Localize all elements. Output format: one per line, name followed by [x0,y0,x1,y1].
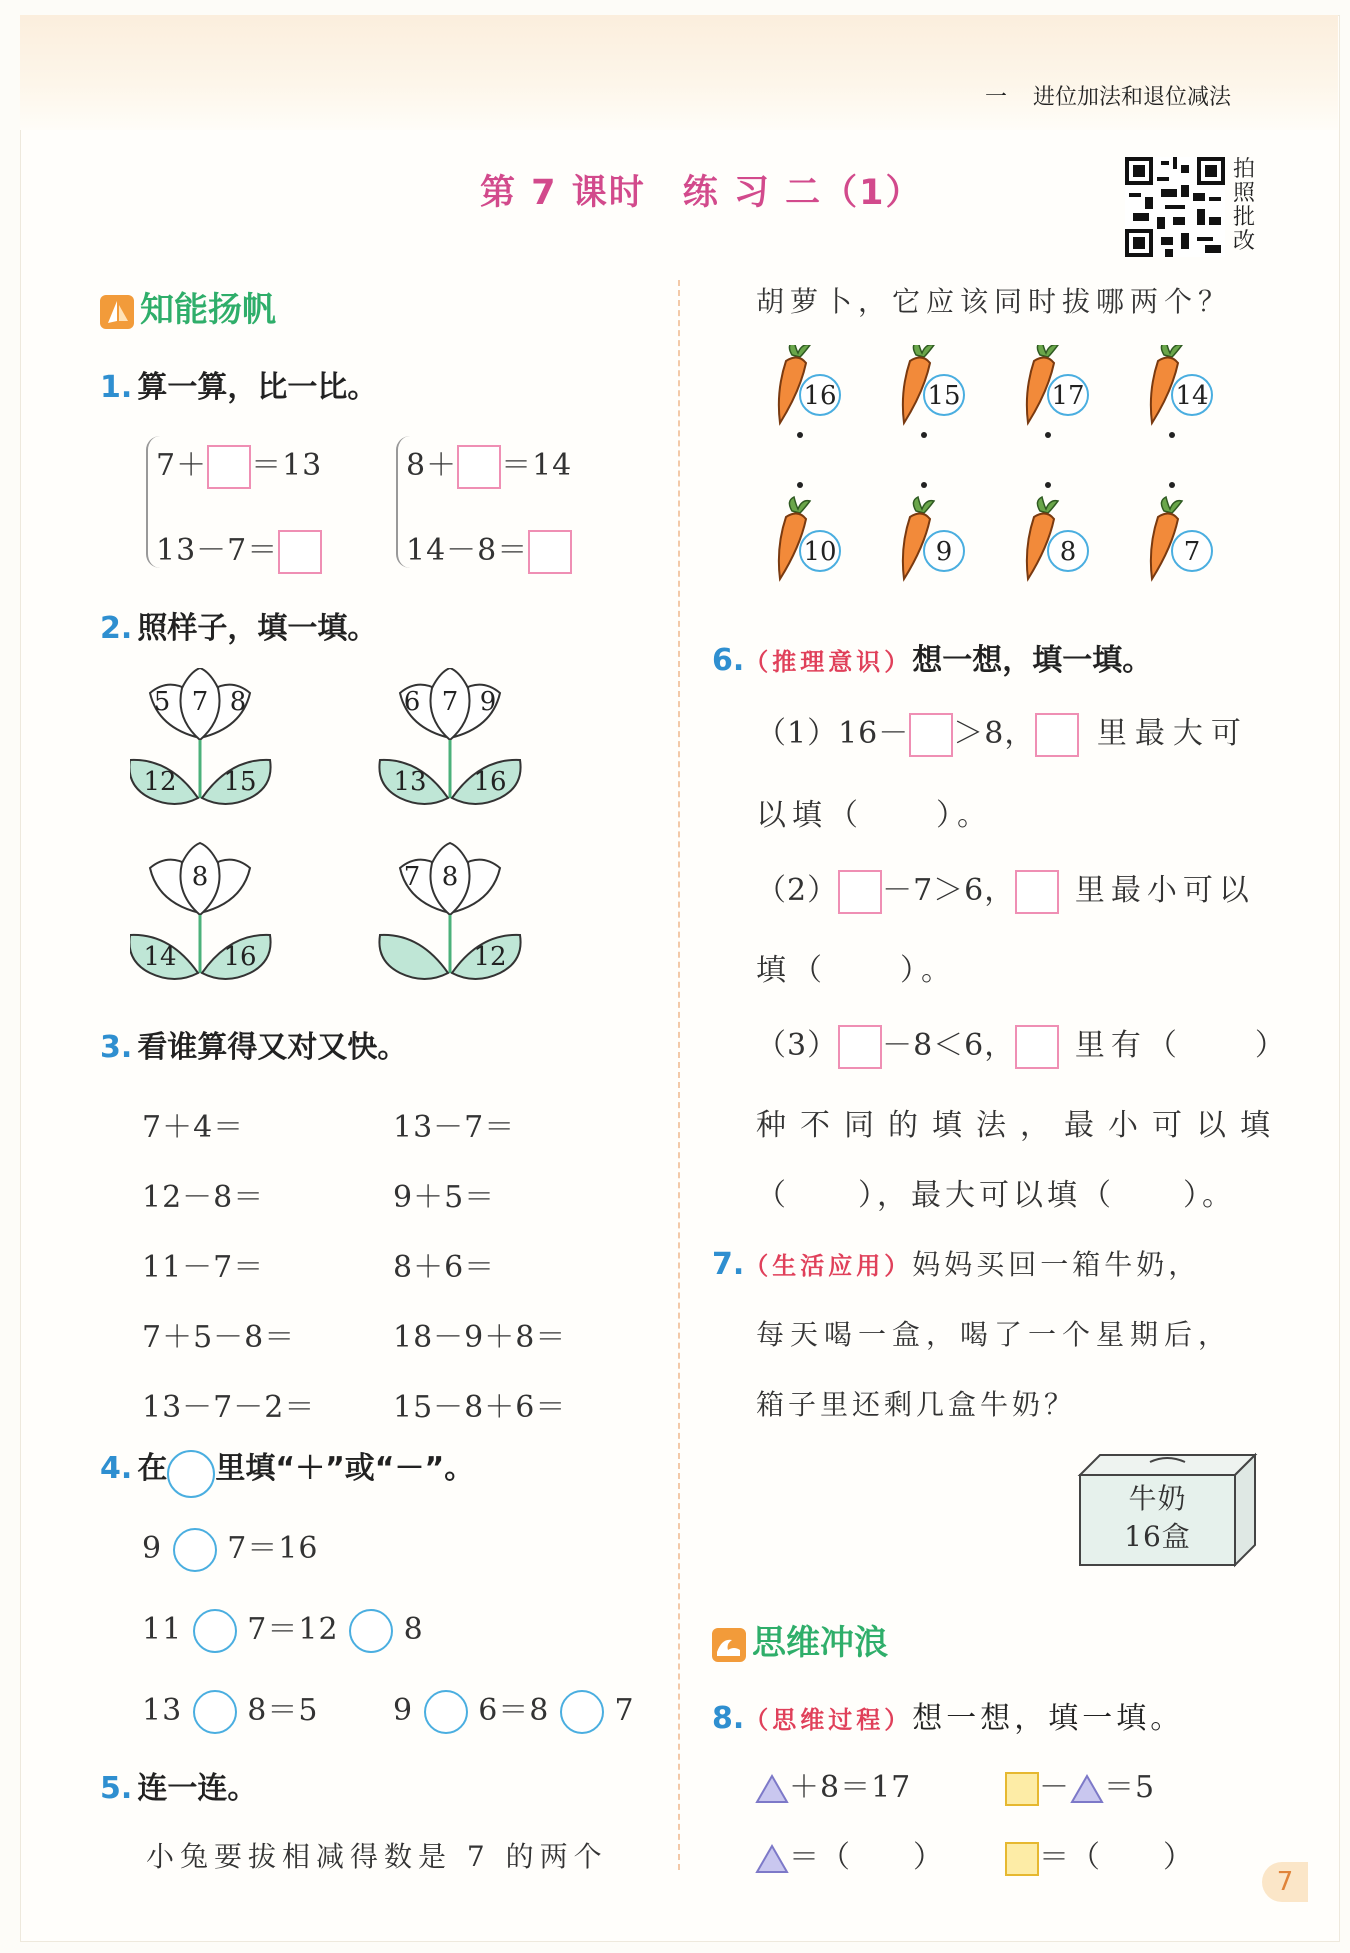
triangle-icon [755,1774,789,1804]
tulip-number: 13 [393,767,427,797]
square-icon [1005,1842,1039,1876]
carrot[interactable] [1151,345,1212,438]
tulip-number: 8 [191,862,209,892]
q6-part3-line2: 种不同的填法，最小可以填 [756,1108,1284,1143]
q5-body-line1: 小兔要拔相减得数是 7 的两个 [146,1840,608,1873]
answer-circle[interactable] [560,1690,604,1734]
q3-right-column [393,1093,566,1443]
qr-side-text: 拍 照 批 改 [1233,157,1256,254]
page-number: 7 [1262,1862,1308,1902]
answer-box[interactable] [909,713,953,757]
connect-dot[interactable] [1045,432,1051,438]
chapter-mark: 一 [985,85,1008,110]
answer-circle[interactable] [424,1690,468,1734]
carrot-number: 9 [935,537,953,567]
q1-heading: 1. 算一算，比一比。 [100,370,378,405]
q8-heading: 8.（思维过程）想一想，填一填。 [712,1701,1185,1736]
tulip-number: 8 [229,687,247,717]
tulip-number: 12 [473,942,507,972]
q7-line2: 每天喝一盒，喝了一个星期后， [756,1318,1233,1351]
section-title-siwei: 思维冲浪 [712,1615,888,1664]
tulip-flower [379,843,520,979]
q1-eq4: 14－8＝ [406,525,572,574]
carrot[interactable] [903,345,964,438]
tulip-number: 14 [143,942,177,972]
q4-line4: 9 6＝8 7 [393,1685,635,1734]
q3-heading: 3. 看谁算得又对又快。 [100,1030,408,1065]
tulip-number: 16 [473,767,507,797]
q6-part2: （2） －7＞6， 里最小可以 [756,865,1255,914]
answer-box[interactable] [838,1025,882,1069]
connect-dot[interactable] [797,432,803,438]
q6-part3: （3） －8＜6， 里有（ ） [756,1020,1291,1069]
wave-icon [712,1628,746,1662]
tulip-number: 7 [191,687,209,717]
tulip-number: 16 [223,942,257,972]
sail-icon [100,295,134,329]
chapter-title: 进位加法和退位减法 [1033,85,1232,110]
tulip-number: 7 [403,862,421,892]
q8-answer2[interactable]: ＝（ ） [1005,1832,1194,1876]
q3-item[interactable]: 9＋5＝ [393,1180,496,1215]
answer-circle[interactable] [193,1609,237,1653]
carrot-number: 14 [1175,381,1209,411]
q8-answer1[interactable]: ＝（ ） [755,1832,944,1876]
carrot-number: 15 [927,381,961,411]
q6-part3-line3[interactable]: （ ），最大可以填（ ）。 [756,1178,1236,1213]
q4-line3: 13 8＝5 [142,1685,318,1734]
q6-part1: （1）16－ ＞8， 里最大可 [756,708,1249,757]
connect-dot[interactable] [797,482,803,488]
q6-heading: 6.（推理意识）想一想，填一填。 [712,643,1153,678]
tulip-number: 9 [479,687,497,717]
q3-left-column [142,1093,315,1443]
header-band [20,15,1338,130]
connect-dot[interactable] [921,482,927,488]
answer-box[interactable] [278,530,322,574]
tulip-number: 5 [153,687,171,717]
square-icon [1005,1772,1039,1806]
q3-item[interactable]: 8＋6＝ [393,1250,496,1285]
carrot-number: 8 [1059,537,1077,567]
answer-box[interactable] [528,530,572,574]
answer-box[interactable] [838,870,882,914]
circle-symbol [167,1450,215,1498]
q8-eq1: ＋8＝17 [755,1762,911,1806]
answer-box[interactable] [457,445,501,489]
q4-line1: 9 7＝16 [142,1523,318,1572]
answer-circle[interactable] [193,1690,237,1734]
carrot-number: 7 [1183,537,1201,567]
q4-heading: 4. 在 里填“＋”或“－”。 [100,1443,474,1498]
tulip-number: 8 [441,862,459,892]
chapter-header [985,80,1231,111]
milk-box-label: 牛奶 16盒 [1124,1482,1191,1553]
q3-item[interactable]: 12－8＝ [142,1180,265,1215]
q7-line3: 箱子里还剩几盒牛奶？ [756,1388,1077,1421]
carrot[interactable] [1027,482,1088,579]
carrot[interactable] [1151,482,1212,579]
carrot-number: 10 [803,537,837,567]
section-title-zhineng: 知能扬帆 [100,282,276,331]
q5-heading: 5. 连一连。 [100,1771,258,1806]
answer-box [1015,1025,1059,1069]
q3-item[interactable]: 15－8＋6＝ [393,1390,567,1425]
connect-dot[interactable] [921,432,927,438]
q3-item[interactable]: 7＋4＝ [142,1110,245,1145]
q2-heading: 2. 照样子，填一填。 [100,611,378,646]
tulip-flower [130,668,271,804]
answer-circle[interactable] [173,1528,217,1572]
triangle-icon [755,1844,789,1874]
q1-eq1: 7＋ ＝13 [156,440,322,489]
q5-body-line2: 胡萝卜，它应该同时拔哪两个？ [756,285,1233,318]
q7-heading: 7.（生活应用）妈妈买回一箱牛奶， [712,1247,1201,1282]
answer-circle[interactable] [349,1609,393,1653]
tulip-flower [130,843,271,979]
carrot-number: 16 [803,381,837,411]
q1-eq3: 8＋ ＝14 [406,440,572,489]
q3-item[interactable]: 11－7＝ [142,1250,265,1285]
tulip-diagrams [130,668,690,1008]
triangle-icon [1070,1774,1104,1804]
carrot[interactable] [903,482,964,579]
answer-box[interactable] [207,445,251,489]
answer-box [1035,713,1079,757]
tulip-number: 15 [223,767,257,797]
carrot-matching [760,345,1260,615]
carrot-number: 17 [1051,381,1085,411]
q6-part2-answer[interactable]: 填（ ）。 [756,953,957,988]
column-divider [678,280,680,1870]
q3-item[interactable]: 13－7＝ [393,1110,516,1145]
q3-item[interactable]: 7＋5－8＝ [142,1320,296,1355]
connect-dot[interactable] [1169,432,1175,438]
q4-line2: 11 7＝12 8 [142,1604,424,1653]
carrot[interactable] [1027,345,1088,438]
tulip-number: 12 [143,767,177,797]
connect-dot[interactable] [1045,482,1051,488]
q3-item[interactable]: 13－7－2＝ [142,1390,316,1425]
q3-item[interactable]: 18－9＋8＝ [393,1320,567,1355]
answer-box [1015,870,1059,914]
tulip-flower [379,668,520,804]
q1-eq2: 13－7＝ [156,525,322,574]
qr-code[interactable] [1125,157,1225,257]
tulip-number: 6 [403,687,421,717]
tulip-number: 7 [441,687,459,717]
lesson-title: 第 7 课时 练 习 二（1） [480,173,923,213]
q6-part1-answer[interactable]: 以填（ ）。 [756,798,993,833]
connect-dot[interactable] [1169,482,1175,488]
carrot[interactable] [779,345,840,438]
carrot[interactable] [779,482,840,579]
q8-eq2: － ＝5 [1005,1762,1155,1806]
